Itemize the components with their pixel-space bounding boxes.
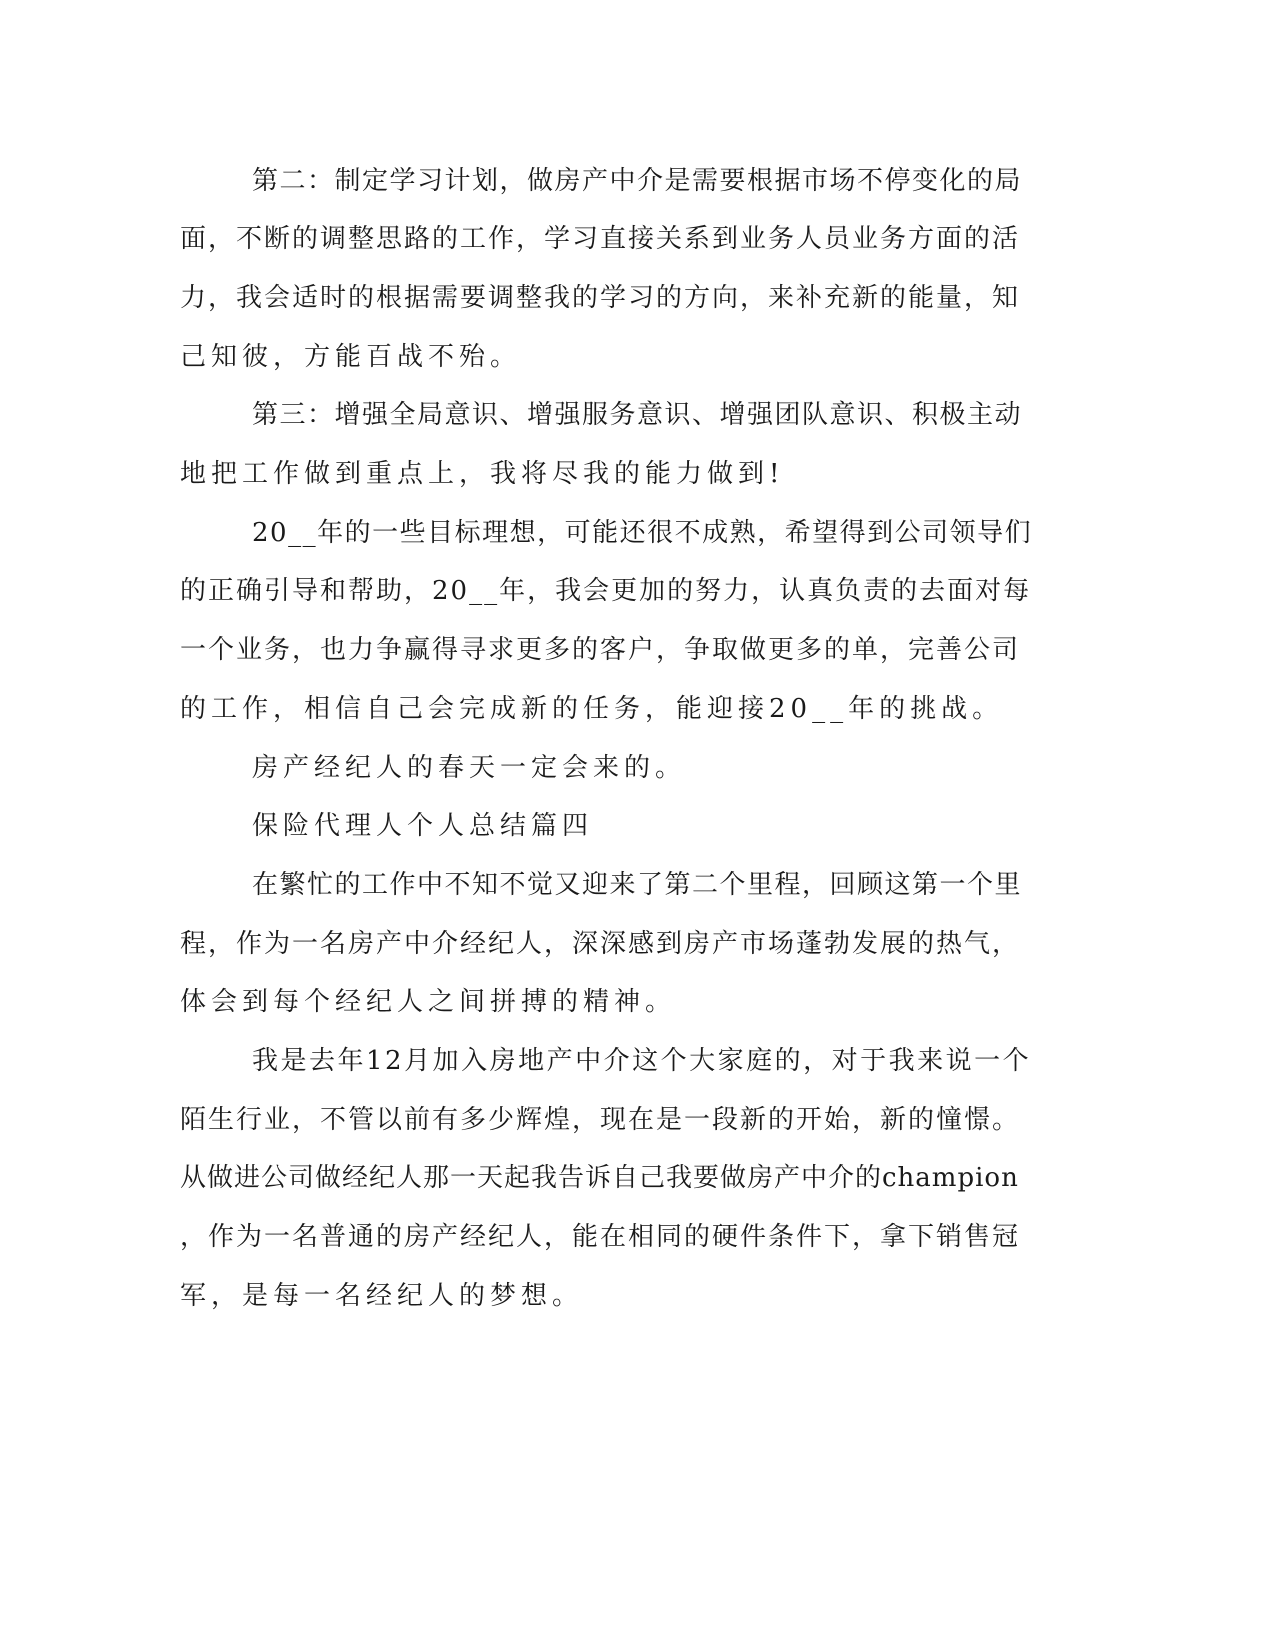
text-line: 体会到每个经纪人之间拼搏的精神。 <box>180 987 677 1017</box>
text-line: 在繁忙的工作中不知不觉又迎来了第二个里程，回顾这第一个里 <box>252 870 1023 900</box>
text-line: 的工作，相信自己会完成新的任务，能迎接20__年的挑战。 <box>180 694 1004 724</box>
text-line: 我是去年12月加入房地产中介这个大家庭的，对于我来说一个 <box>252 1046 1032 1076</box>
text-line: ，作为一名普通的房产经纪人，能在相同的硬件条件下，拿下销售冠 <box>180 1222 1021 1252</box>
text-line: 军，是每一名经纪人的梦想。 <box>180 1281 584 1311</box>
text-line: 己知彼，方能百战不殆。 <box>180 342 522 372</box>
text-line: 的正确引导和帮助，20__年，我会更加的努力，认真负责的去面对每 <box>180 576 1032 606</box>
text-line: 地把工作做到重点上，我将尽我的能力做到! <box>180 459 785 489</box>
text-line: 从做进公司做经纪人那一天起我告诉自己我要做房产中介的champion <box>180 1163 1019 1193</box>
text-line: 力，我会适时的根据需要调整我的学习的方向，来补充新的能量，知 <box>180 283 1021 313</box>
text-line: 陌生行业，不管以前有多少辉煌，现在是一段新的开始，新的憧憬。 <box>180 1105 1021 1135</box>
text-line: 程，作为一名房产中介经纪人，深深感到房产市场蓬勃发展的热气， <box>180 929 1021 959</box>
text-line: 房产经纪人的春天一定会来的。 <box>252 753 687 783</box>
text-line: 面，不断的调整思路的工作，学习直接关系到业务人员业务方面的活 <box>180 224 1021 254</box>
text-line: 20__年的一些目标理想，可能还很不成熟，希望得到公司领导们 <box>252 518 1033 548</box>
section-heading: 保险代理人个人总结篇四 <box>252 811 594 841</box>
text-line: 一个业务，也力争赢得寻求更多的客户，争取做更多的单，完善公司 <box>180 635 1021 665</box>
text-line: 第三：增强全局意识、增强服务意识、增强团队意识、积极主动 <box>252 400 1023 430</box>
text-line: 第二：制定学习计划，做房产中介是需要根据市场不停变化的局 <box>252 166 1023 196</box>
